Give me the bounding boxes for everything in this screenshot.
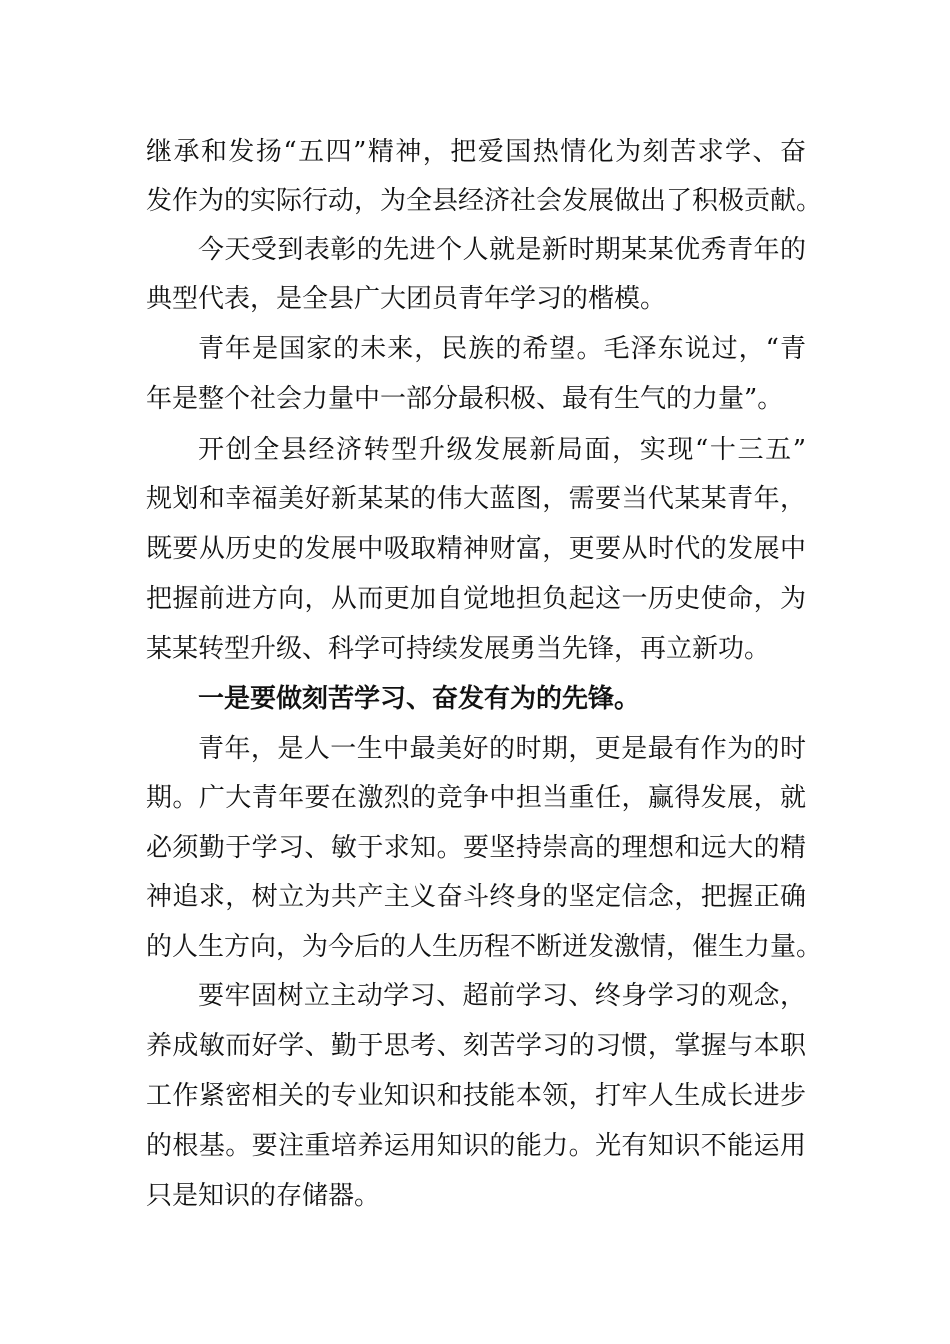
- text-line: 青年，是人一生中最美好的时期，更是最有作为的时: [198, 734, 806, 764]
- section-heading: 一是要做刻苦学习、奋发有为的先锋。: [198, 684, 641, 714]
- text-line: 的根基。要注重培养运用知识的能力。光有知识不能运用: [146, 1131, 806, 1161]
- text-line: 规划和幸福美好新某某的伟大蓝图，需要当代某某青年，: [146, 484, 806, 514]
- text-line: 某某转型升级、科学可持续发展勇当先锋，再立新功。: [146, 634, 771, 664]
- text-line: 继承和发扬“五四”精神，把爱国热情化为刻苦求学、奋: [146, 137, 806, 167]
- text-line: 只是知识的存储器。: [146, 1181, 381, 1211]
- text-line: 把握前进方向，从而更加自觉地担负起这一历史使命，为: [146, 584, 806, 614]
- text-line: 今天受到表彰的先进个人就是新时期某某优秀青年的: [198, 235, 806, 265]
- text-line: 典型代表，是全县广大团员青年学习的楷模。: [146, 284, 667, 314]
- text-line: 神追求，树立为共产主义奋斗终身的坚定信念，把握正确: [146, 882, 806, 912]
- text-line: 青年是国家的未来，民族的希望。毛泽东说过，“青: [198, 334, 806, 364]
- text-line: 发作为的实际行动，为全县经济社会发展做出了积极贡献。: [146, 186, 823, 216]
- text-line: 必须勤于学习、敏于求知。要坚持崇高的理想和远大的精: [146, 833, 806, 863]
- text-line: 的人生方向，为今后的人生历程不断迸发激情，催生力量。: [146, 932, 823, 962]
- text-line: 工作紧密相关的专业知识和技能本领，打牢人生成长进步: [146, 1081, 806, 1111]
- text-line: 要牢固树立主动学习、超前学习、终身学习的观念，: [198, 981, 806, 1011]
- text-line: 期。广大青年要在激烈的竞争中担当重任，赢得发展，就: [146, 783, 806, 813]
- text-line: 年是整个社会力量中一部分最积极、最有生气的力量”。: [146, 384, 784, 414]
- text-line: 开创全县经济转型升级发展新局面，实现“十三五”: [198, 435, 806, 465]
- text-line: 养成敏而好学、勤于思考、刻苦学习的习惯，掌握与本职: [146, 1031, 806, 1061]
- text-line: 既要从历史的发展中吸取精神财富，更要从时代的发展中: [146, 534, 806, 564]
